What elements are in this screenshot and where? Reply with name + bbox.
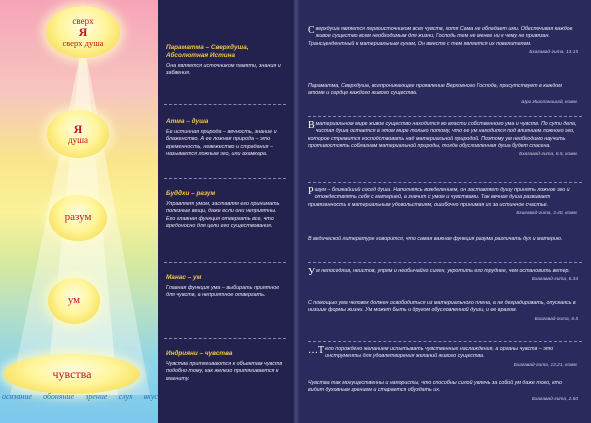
divider xyxy=(164,104,286,105)
quote-body: Параматма, Сверхдуша, всепроникающее проявление Верховного Господа, присутствует в каждом атоме и сердце каждого живого существа. xyxy=(308,83,562,97)
quote-block xyxy=(308,187,578,218)
oval-label: сверх душа xyxy=(62,37,104,48)
quote-source: Бхагавад-гита, 6.34 xyxy=(531,277,578,283)
sense-label: вкус xyxy=(143,392,158,401)
divider xyxy=(308,182,582,183)
quote-body: С помощью ума человек должен освободиться из материального плена, а не деградировать, опускаясь в низшие формы жизни. Ум может быть и другом обусловленной души, и ее врагом. xyxy=(308,300,576,314)
quote-body: ело порождено желанием испытывать чувственные наслаждения, а органы чувств – это инструменты для удовлетворения желаний живого существа. xyxy=(325,346,554,360)
oval-label: сверх xyxy=(72,15,94,26)
quote-text xyxy=(308,267,578,278)
sense-label: зрение xyxy=(85,392,108,401)
definition-text: Ее истинная природа – вечность, знание и блаженство. А ее ложная природа – это временность, невежество и страдания – называется ложным эго, или ахамкара. xyxy=(166,129,277,157)
divider xyxy=(164,178,286,179)
definition-mind xyxy=(166,274,284,300)
quote-block xyxy=(308,121,578,159)
definition-title: Атма – душа xyxy=(166,118,209,125)
quote-block xyxy=(308,83,578,106)
quote-body: В ведической литературе говорится, что самая важная функция разума различать дух и материю. xyxy=(308,236,563,242)
oval-label: ум xyxy=(67,294,81,307)
divider xyxy=(164,338,286,339)
senses-oval xyxy=(4,354,140,394)
consciousness-diagram-panel xyxy=(0,0,158,423)
quote-block xyxy=(308,346,578,369)
senses-row xyxy=(2,392,158,401)
definition-title: Манас – ум xyxy=(166,274,202,281)
drop-cap: С xyxy=(308,25,315,36)
definition-title: Параматма – Сверхдуша, Абсолютная Истина xyxy=(166,44,249,59)
oval-label: Я xyxy=(73,121,83,136)
definition-intelligence xyxy=(166,190,284,230)
quote-text xyxy=(308,187,578,209)
quote-source: Бхагавад-гита, 2.60 xyxy=(531,396,578,402)
quote-source: Бхагавад-гита, 6.5, комм. xyxy=(519,152,578,158)
page-fold xyxy=(292,0,300,423)
quote-text xyxy=(308,346,578,361)
quote-block xyxy=(308,380,578,403)
definition-text: Главная функция ума – выбирать приятное для чувств, а неприятное отвергать. xyxy=(166,285,280,299)
definition-text: Чувства притягиваются к объектам чувств подобно тому, как железо притягивается к магниту. xyxy=(166,361,283,382)
quote-text xyxy=(308,26,578,48)
drop-cap: Р xyxy=(308,186,314,197)
drop-cap: …Т xyxy=(308,345,325,356)
sense-label: слух xyxy=(118,392,133,401)
drop-cap: У xyxy=(308,267,316,278)
quote-block xyxy=(308,236,578,243)
divider xyxy=(164,262,286,263)
definition-senses xyxy=(166,350,284,383)
oval-label: чувства xyxy=(52,366,92,381)
definition-supersoul xyxy=(166,44,284,78)
sense-label: обоняние xyxy=(43,392,75,401)
definition-text: Управляет умом, заставляя его принимать полезные вещи, даже если они неприятны. Его главная функция отвергать все, что вредоносно для цели его существования. xyxy=(166,201,280,229)
oval-label: разум xyxy=(64,211,92,224)
divider xyxy=(308,116,582,117)
quote-body: материальном мире живое существо находится во власти собственного ума и чувств. По сути дела, чистая душа остается в этом мире только потому, что ее ум находится под влиянием ложного эго, которое стремится господствовать над материальной природой. Поэтому ум необходимо научить противостоять соблазнам материальной природы, тогда обусловленная душа будет спасена. xyxy=(308,121,577,149)
drop-cap: В xyxy=(308,120,315,131)
intelligence-oval xyxy=(49,195,107,241)
oval-label: душа xyxy=(67,134,88,145)
oval-label: Я xyxy=(78,24,88,39)
quote-source: Бхагавад-гита, 13.15 xyxy=(529,49,578,55)
definition-soul xyxy=(166,118,284,158)
quote-source: Шри Ишопанишад, комм. xyxy=(521,99,578,105)
quote-block xyxy=(308,26,578,57)
supersoul-oval xyxy=(46,6,120,58)
quotes-panel xyxy=(300,0,591,423)
quote-text xyxy=(308,121,578,150)
quote-block xyxy=(308,268,578,284)
sense-label: осязание xyxy=(2,392,32,401)
definition-title: Буддхи – разум xyxy=(166,190,216,197)
mind-oval xyxy=(48,278,100,324)
quote-source: Бхагавад-гита, 13.21, комм. xyxy=(513,362,578,368)
quote-body: Чувства так могущественны и напористы, что способны силой увлечь за собой ум даже того, кто видит духовным зрением и старается обуздать их. xyxy=(308,380,562,394)
quote-source: Бхагавад-гита, 3.40, комм. xyxy=(516,210,578,216)
definitions-panel xyxy=(158,0,292,423)
quote-source: Бхагавад-гита, 6.5 xyxy=(534,316,578,322)
quote-body: верхдуша является первоисточником всех чувств, хотя Сама не обладает ими. Обеспечивая каждое живое существо всем необходимым для жизни, Господь тем не менее ни к чему не привязан. Трансцендентный к материальным гунам, Он вместе с тем является их повелителем. xyxy=(308,26,573,47)
quote-body: м непоседлив, неистов, упрям и необычайно силен, укротить его труднее, чем остановить ветер. xyxy=(316,268,570,274)
quote-block xyxy=(308,300,578,323)
divider xyxy=(308,262,582,263)
definition-title: Индрияни – чувства xyxy=(166,350,233,357)
quote-body: азум – ближайший сосед души. Наполняясь вожделением, он заставляет душу принять ложное эго и отождествлять себя с материей, а значит с умом и чувствами. Так вечная душа развивает привязанность к материальным удовольствиям, ошибочно принимая их за истинное счастье. xyxy=(308,187,570,208)
definition-text: Она является источником памяти, знания и забвения. xyxy=(166,63,281,77)
soul-oval xyxy=(47,110,109,158)
divider xyxy=(308,341,582,342)
